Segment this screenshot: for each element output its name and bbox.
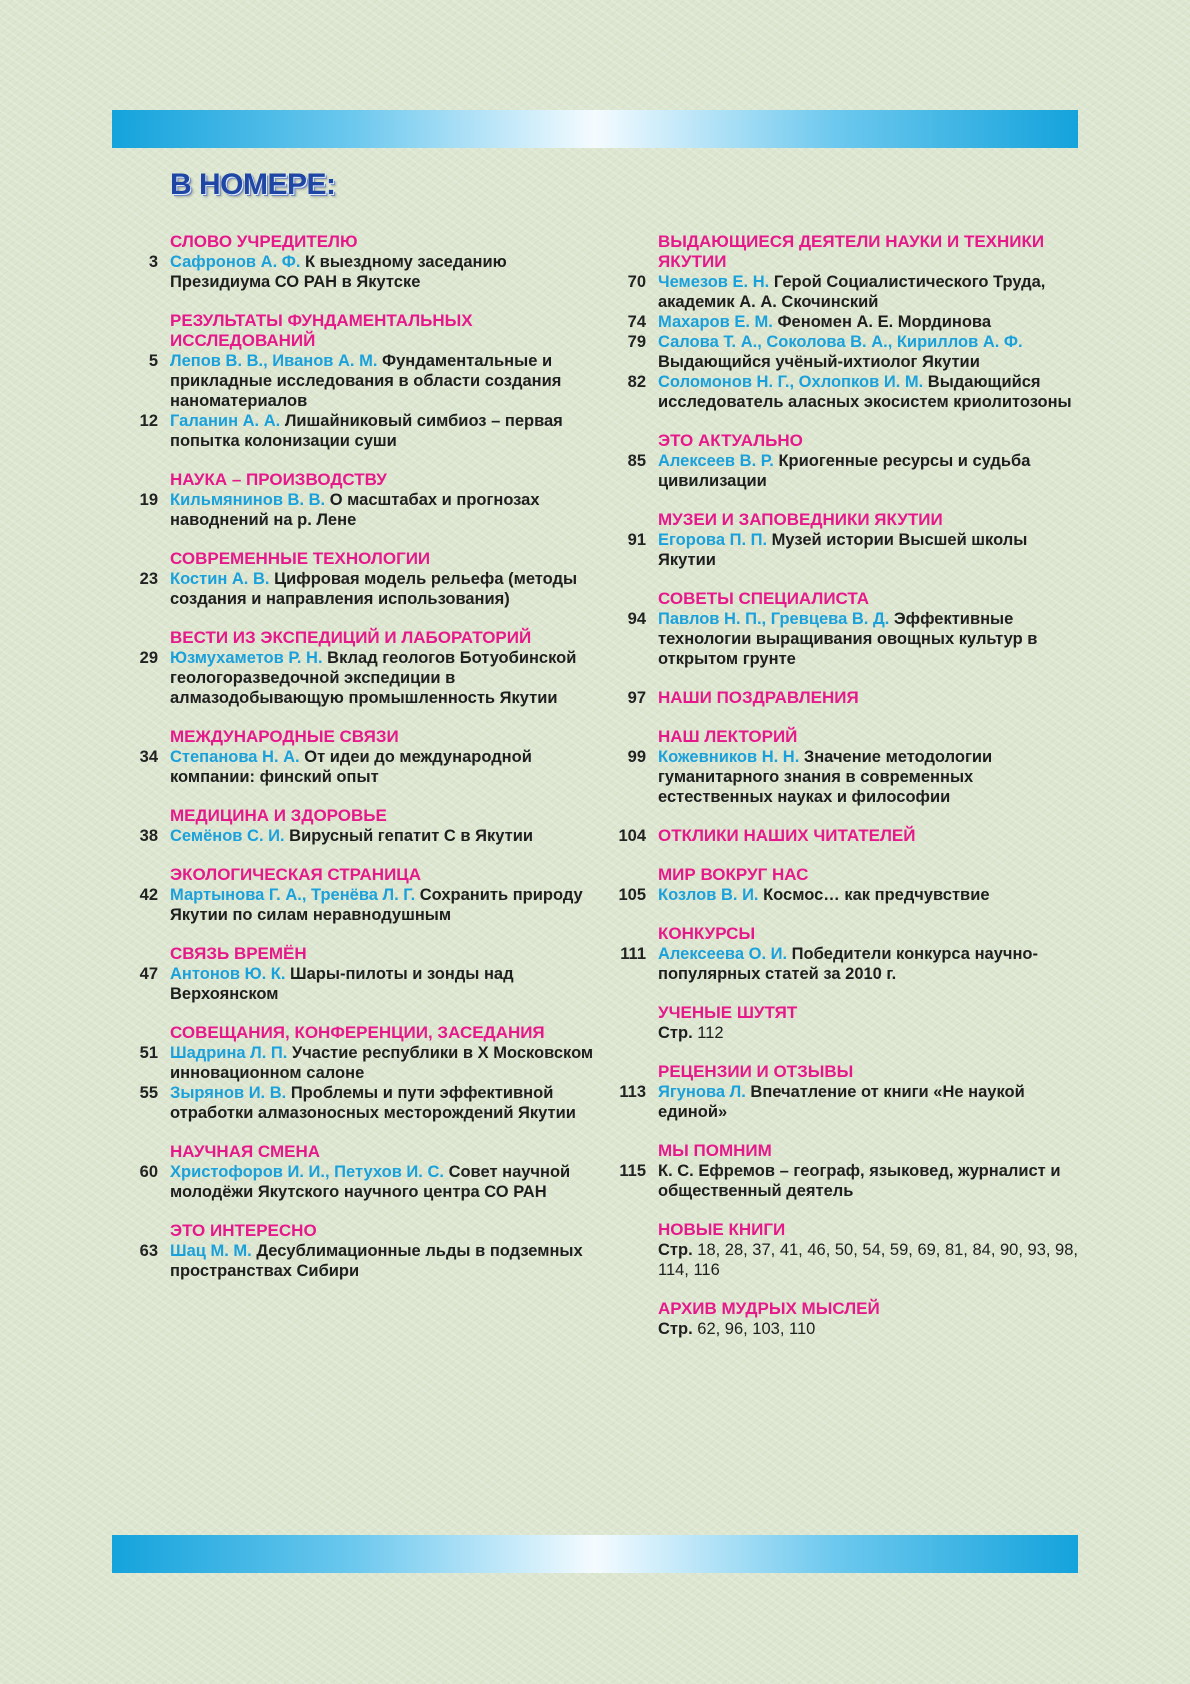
toc-entry[interactable]	[619, 1161, 1088, 1201]
entry-title: Криогенные ресурсы и судьба цивилизации	[658, 452, 1031, 490]
section-header	[170, 470, 600, 490]
toc-entry[interactable]	[627, 332, 1088, 372]
section-title: СОВЕТЫ СПЕЦИАЛИСТА	[658, 589, 869, 608]
page-number: 105	[618, 886, 646, 904]
section-header	[170, 549, 600, 569]
section-title: НОВЫЕ КНИГИ	[658, 1220, 786, 1239]
entry-title: О масштабах и прогнозах наводнений на р. Лене	[170, 491, 540, 529]
section-header	[658, 1299, 1088, 1319]
entry-authors: Махаров Е. М.	[658, 313, 773, 331]
section-header	[658, 865, 1088, 885]
page-number: 70	[627, 273, 646, 291]
top-decorative-band	[112, 110, 1078, 148]
page-number: 47	[139, 965, 158, 983]
section-title: РЕЗУЛЬТАТЫ ФУНДАМЕНТАЛЬНЫХ ИССЛЕДОВАНИЙ	[170, 311, 473, 350]
entry-authors: Семёнов С. И.	[170, 827, 285, 845]
section-header	[170, 628, 600, 648]
page-number: 85	[627, 452, 646, 470]
section-header	[658, 510, 1088, 530]
section-header	[170, 727, 600, 747]
section-title: ВЕСТИ ИЗ ЭКСПЕДИЦИЙ И ЛАБОРАТОРИЙ	[170, 628, 532, 647]
page-number: 60	[139, 1163, 158, 1181]
toc-section	[619, 1062, 1088, 1122]
page-number: 42	[139, 886, 158, 904]
entry-authors: Сафронов А. Ф.	[170, 253, 301, 271]
section-title: КОНКУРСЫ	[658, 924, 756, 943]
toc-right-column	[618, 232, 1088, 1358]
entry-authors: Шадрина Л. П.	[170, 1044, 288, 1062]
section-header	[658, 1141, 1088, 1161]
toc-entry[interactable]	[627, 530, 1088, 570]
entry-authors: Лепов В. В., Иванов А. М.	[170, 352, 378, 370]
section-title: СОВРЕМЕННЫЕ ТЕХНОЛОГИИ	[170, 549, 431, 568]
entry-authors: Соломонов Н. Г., Охлопков И. М.	[658, 373, 924, 391]
page-number: 23	[139, 570, 158, 588]
entry-authors: Шац М. М.	[170, 1242, 252, 1260]
toc-entry[interactable]	[139, 411, 600, 451]
section-title: АРХИВ МУДРЫХ МЫСЛЕЙ	[658, 1299, 880, 1318]
section-header	[170, 944, 600, 964]
section-header	[658, 232, 1088, 272]
toc-section	[627, 232, 1088, 412]
entry-title: Фундаментальные и прикладные исследования в области создания наноматериалов	[170, 352, 562, 410]
section-header	[170, 806, 600, 826]
toc-entry[interactable]	[139, 490, 600, 530]
section-title: СОВЕЩАНИЯ, КОНФЕРЕНЦИИ, ЗАСЕДАНИЯ	[170, 1023, 545, 1042]
toc-section	[620, 924, 1088, 984]
section-title: МЕДИЦИНА И ЗДОРОВЬЕ	[170, 806, 387, 825]
entry-authors: Алексеева О. И.	[658, 945, 788, 963]
entry-title: Выдающийся исследователь аласных экосистем криолитозоны	[658, 373, 1072, 411]
entry-title: Проблемы и пути эффективной отработки алмазоносных месторождений Якутии	[170, 1084, 576, 1122]
section-header	[627, 688, 1088, 708]
toc-section	[139, 1142, 600, 1202]
section-title: НАШ ЛЕКТОРИЙ	[658, 727, 798, 746]
toc-left-column	[139, 232, 600, 1300]
entry-authors: Егорова П. П.	[658, 531, 768, 549]
toc-entry[interactable]	[658, 1023, 1088, 1043]
toc-section	[148, 232, 600, 292]
page-number: 104	[618, 827, 646, 845]
section-title: ЭТО АКТУАЛЬНО	[658, 431, 803, 450]
section-title: СВЯЗЬ ВРЕМЁН	[170, 944, 307, 963]
entry-title: Шары-пилоты и зонды над Верхоянском	[170, 965, 514, 1003]
page-list: 62, 96, 103, 110	[697, 1320, 816, 1338]
entry-authors: Галанин А. А.	[170, 412, 281, 430]
page-label: Стр.	[658, 1241, 693, 1259]
toc-entry[interactable]	[139, 1241, 600, 1281]
page-number: 63	[139, 1242, 158, 1260]
entry-title: Десублимационные льды в подземных пространствах Сибири	[170, 1242, 583, 1280]
entry-title: Музей истории Высшей школы Якутии	[658, 531, 1028, 569]
section-title: РЕЦЕНЗИИ И ОТЗЫВЫ	[658, 1062, 854, 1081]
section-title: УЧЕНЫЕ ШУТЯТ	[658, 1003, 798, 1022]
page-number: 74	[627, 313, 646, 331]
page-number: 115	[619, 1162, 646, 1180]
entry-authors: Кильмянинов В. В.	[170, 491, 326, 509]
toc-section	[139, 1221, 600, 1281]
page-number: 5	[148, 352, 158, 370]
section-header	[658, 1062, 1088, 1082]
toc-section	[139, 727, 600, 787]
page-number: 51	[139, 1044, 158, 1062]
toc-section	[139, 470, 600, 530]
entry-authors: Юзмухаметов Р. Н.	[170, 649, 323, 667]
page-label: Стр.	[658, 1024, 693, 1042]
toc-entry[interactable]	[620, 944, 1088, 984]
page-number: 29	[139, 649, 158, 667]
entry-title: Вклад геологов Ботуобинской геологоразведочной экспедиции в алмазодобывающую промышленность Якутии	[170, 649, 577, 707]
page-number: 3	[148, 253, 158, 271]
section-title: НАШИ ПОЗДРАВЛЕНИЯ	[658, 688, 859, 707]
toc-section	[618, 865, 1088, 905]
page-number: 55	[139, 1084, 158, 1102]
toc-entry[interactable]	[658, 1319, 1088, 1339]
toc-entry[interactable]	[627, 272, 1088, 312]
entry-title: Выдающийся учёный-ихтиолог Якутии	[658, 353, 980, 371]
entry-title: К. С. Ефремов – географ, языковед, журналист и общественный деятель	[658, 1162, 1061, 1200]
entry-authors: Павлов Н. П., Гревцева В. Д.	[658, 610, 890, 628]
section-title: МЫ ПОМНИМ	[658, 1141, 772, 1160]
toc-section	[139, 549, 600, 609]
section-title: МЕЖДУНАРОДНЫЕ СВЯЗИ	[170, 727, 399, 746]
entry-authors: Христофоров И. И., Петухов И. С.	[170, 1163, 444, 1181]
entry-title: К выездному заседанию Президиума СО РАН в Якутске	[170, 253, 507, 291]
section-title: ОТКЛИКИ НАШИХ ЧИТАТЕЛЕЙ	[658, 826, 916, 845]
toc-entry[interactable]	[148, 351, 600, 411]
entry-authors: Козлов В. И.	[658, 886, 759, 904]
page-number: 99	[627, 748, 646, 766]
toc-section	[627, 510, 1088, 570]
section-title: СЛОВО УЧРЕДИТЕЛЮ	[170, 232, 358, 251]
toc-entry[interactable]	[627, 609, 1088, 669]
page-number: 79	[627, 333, 646, 351]
toc-section	[139, 628, 600, 708]
toc-entry[interactable]	[139, 1083, 600, 1123]
entry-authors: Антонов Ю. К.	[170, 965, 286, 983]
entry-title: Вирусный гепатит С в Якутии	[289, 827, 533, 845]
page-number: 94	[627, 610, 646, 628]
page-number: 19	[139, 491, 158, 509]
section-title: НАУКА – ПРОИЗВОДСТВУ	[170, 470, 387, 489]
section-header	[658, 589, 1088, 609]
section-title: ЭТО ИНТЕРЕСНО	[170, 1221, 317, 1240]
toc-entry[interactable]	[139, 1043, 600, 1083]
section-header	[170, 1023, 600, 1043]
toc-section	[139, 311, 600, 451]
section-header	[658, 431, 1088, 451]
toc-entry[interactable]	[139, 747, 600, 787]
toc-entry[interactable]	[148, 252, 600, 292]
section-header	[170, 1221, 600, 1241]
section-title: НАУЧНАЯ СМЕНА	[170, 1142, 321, 1161]
section-header	[658, 727, 1088, 747]
entry-authors: Степанова Н. А.	[170, 748, 300, 766]
toc-entry[interactable]	[139, 826, 600, 846]
section-title: МИР ВОКРУГ НАС	[658, 865, 809, 884]
toc-section	[658, 1220, 1088, 1280]
page-number: 12	[139, 412, 158, 430]
toc-section	[658, 1299, 1088, 1339]
section-header	[658, 1003, 1088, 1023]
toc-entry[interactable]	[139, 964, 600, 1004]
toc-section	[139, 1023, 600, 1123]
toc-entry[interactable]	[627, 372, 1088, 412]
entry-title: Космос… как предчувствие	[763, 886, 990, 904]
entry-title: Герой Социалистического Труда, академик А. А. Скочинский	[658, 273, 1046, 311]
toc-entry[interactable]	[139, 1162, 600, 1202]
entry-authors: Кожевников Н. Н.	[658, 748, 800, 766]
entry-title: Цифровая модель рельефа (методы создания и направления использования)	[170, 570, 578, 608]
entry-authors: Костин А. В.	[170, 570, 270, 588]
entry-title: От идеи до международной компании: финский опыт	[170, 748, 532, 786]
page-number: 38	[139, 827, 158, 845]
toc-section	[619, 1141, 1088, 1201]
entry-title: Впечатление от книги «Не наукой единой»	[658, 1083, 1025, 1121]
toc-section	[139, 806, 600, 846]
page-number: 91	[627, 531, 646, 549]
page-list: 18, 28, 37, 41, 46, 50, 54, 59, 69, 81, 84, 90, 93, 98, 114, 116	[658, 1241, 1078, 1279]
section-title: ВЫДАЮЩИЕСЯ ДЕЯТЕЛИ НАУКИ И ТЕХНИКИ ЯКУТИИ	[658, 232, 1045, 271]
toc-section	[139, 944, 600, 1004]
entry-title: Феномен А. Е. Мординова	[777, 313, 992, 331]
bottom-decorative-band	[112, 1535, 1078, 1573]
entry-title: Лишайниковый симбиоз – первая попытка колонизации суши	[170, 412, 563, 450]
entry-authors: Салова Т. А., Соколова В. А., Кириллов А. Ф.	[658, 333, 1023, 351]
entry-authors: Чемезов Е. Н.	[658, 273, 770, 291]
page-number: 111	[620, 945, 646, 963]
toc-section	[627, 431, 1088, 491]
section-header	[618, 826, 1088, 846]
toc-entry[interactable]	[627, 312, 1088, 332]
entry-title: Участие республики в X Московском инновационном салоне	[170, 1044, 594, 1082]
toc-entry[interactable]	[619, 1082, 1088, 1122]
entry-authors: Алексеев В. Р.	[658, 452, 774, 470]
toc-entry[interactable]	[139, 569, 600, 609]
entry-title: Эффективные технологии выращивания овощных культур в открытом грунте	[658, 610, 1038, 668]
section-header	[170, 311, 600, 351]
entry-authors: Мартынова Г. А., Тренёва Л. Г.	[170, 886, 416, 904]
toc-entry[interactable]	[139, 885, 600, 925]
page-label: Стр.	[658, 1320, 693, 1338]
section-header	[658, 924, 1088, 944]
entry-title: Победители конкурса научно-популярных статей за 2010 г.	[658, 945, 1039, 983]
section-title: МУЗЕИ И ЗАПОВЕДНИКИ ЯКУТИИ	[658, 510, 943, 529]
toc-section	[627, 727, 1088, 807]
toc-section	[627, 589, 1088, 669]
toc-section	[139, 865, 600, 925]
page-number: 113	[619, 1083, 646, 1101]
section-header	[170, 1142, 600, 1162]
page-title: В НОМЕРЕ:	[170, 168, 336, 201]
toc-entry[interactable]	[627, 747, 1088, 807]
toc-section	[618, 826, 1088, 846]
toc-entry[interactable]	[139, 648, 600, 708]
toc-entry[interactable]	[618, 885, 1088, 905]
entry-authors: Ягунова Л.	[658, 1083, 746, 1101]
toc-section	[627, 688, 1088, 708]
entry-title: Совет научной молодёжи Якутского научного центра СО РАН	[170, 1163, 571, 1201]
section-header	[170, 865, 600, 885]
toc-entry[interactable]	[658, 1240, 1088, 1280]
page-list: 112	[697, 1024, 724, 1042]
toc-section	[658, 1003, 1088, 1043]
section-header	[170, 232, 600, 252]
toc-entry[interactable]	[627, 451, 1088, 491]
entry-title: Сохранить природу Якутии по силам неравнодушным	[170, 886, 583, 924]
section-header	[658, 1220, 1088, 1240]
entry-title: Значение методологии гуманитарного знания в современных естественных науках и философии	[658, 748, 993, 806]
page-number: 82	[627, 373, 646, 391]
section-title: ЭКОЛОГИЧЕСКАЯ СТРАНИЦА	[170, 865, 421, 884]
entry-authors: Зырянов И. В.	[170, 1084, 287, 1102]
page-number: 97	[627, 689, 646, 707]
page-number: 34	[139, 748, 158, 766]
